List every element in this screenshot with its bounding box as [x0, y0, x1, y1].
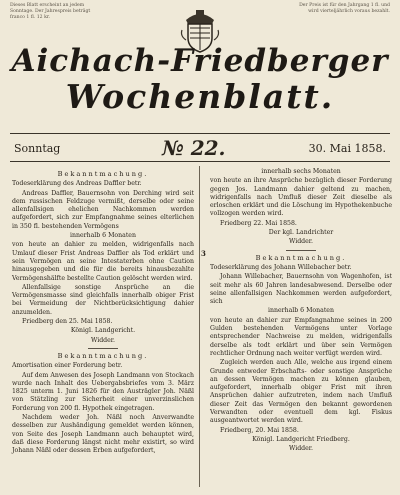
notice-paragraph: Friedberg, 20. Mai 1858.: [220, 426, 299, 434]
issue-date: 30. Mai 1858.: [308, 142, 386, 155]
issue-day: Sonntag: [14, 142, 61, 155]
notice-heading: Bekanntmachung.: [57, 170, 149, 178]
notice-paragraph: Todeserklärung des Johann Willebacher betr.: [210, 263, 352, 271]
header-note-right: Der Preis ist für den Jahrgang 1 fl. und wird vierteljährlich voraus bezahlt.: [299, 3, 390, 14]
notice-signature: Widder.: [90, 336, 116, 344]
section-divider: [88, 348, 118, 349]
column-divider: [199, 166, 200, 487]
notice-paragraph: Todeserklärung des Andreas Daffler betr.: [12, 180, 142, 188]
header-note-left: Dieses Blatt erscheint an jedem Sonntage. Der Jahrespreis beträgt franco 1 fl. 12 kr.: [10, 3, 91, 20]
notice-paragraph: von heute an dahier zur Empfangnahme seines in 200 Gulden bestehenden Vermögens unter Vorlage entsprechender Nachweise zu melden, widrigenfalls derselbe als todt erklärt und über sein Vermögen rechtlicher Ordnung nach weiter verfügt werden wird.: [210, 316, 392, 357]
header-rule-bottom: [10, 161, 390, 162]
notice-paragraph: Johann Willebacher, Bauernsohn von Wagenhofen, ist seit mehr als 60 Jahren landesabwesend. Derselbe oder seine allenfallsigen Nachkommen werden aufgefordert, sich: [210, 273, 392, 306]
masthead-title: Aichach-Friedberger: [11, 43, 389, 79]
masthead-subtitle: Wochenblatt.: [65, 77, 335, 116]
page-mark: 3: [201, 249, 206, 258]
notice-paragraph: innerhalb 6 Monaten: [70, 232, 136, 240]
section-divider: [286, 250, 316, 251]
notice-signature: Königl. Landgericht Friedberg.: [252, 435, 350, 443]
notice-signature: Der kgl. Landrichter: [268, 229, 334, 237]
issue-number: № 22.: [162, 136, 226, 160]
header-rule-top: [10, 133, 390, 134]
notice-paragraph: innerhalb sechs Monaten: [261, 168, 341, 175]
notice-paragraph: innerhalb 6 Monaten: [268, 307, 334, 315]
notice-heading: Bekanntmachung.: [57, 351, 149, 360]
left-column: [12, 168, 194, 457]
notice-paragraph: Nachdem weder Joh. Näßl noch Anverwandte desselben zur Aushändigung gemeldet werden können, von Seite des Joseph Landmann auch behauptet wird, daß diese Forderung längst nicht mehr existirt, so wird Johann Näßl oder dessen Erben aufgefordert,: [12, 414, 194, 455]
notice-paragraph: Auf dem Anwesen des Joseph Landmann von Stockach wurde nach Inhalt des Uebergabsbriefes vom 3. März 1825 unterm 1. Juni 1826 für den Austrägler Joh. Näßl von Stätzling zur Sicherheit einer unverzinslichen Forderung von 200 fl. Hypothek eingetragen.: [12, 371, 194, 412]
notice-paragraph: Zugleich werden auch Alle, welche aus irgend einem Grunde entweder Erbschafts- oder sonstige Ansprüche an dessen Vermögen machen zu können glauben, aufgefordert, innerhalb obiger Frist mit ihren Ansprüchen dahier aufzutreten, indem nach Umfluß dieser Zeit das Vermögen den bekannt gewordenen Verwandten oder eventuell dem kgl. Fiskus ausgeantwortet werden wird.: [210, 359, 392, 425]
notice-paragraph: Amortisation einer Forderung betr.: [12, 362, 123, 370]
notice-signature: Widder.: [288, 238, 314, 246]
notice-heading: Bekanntmachung.: [255, 253, 347, 262]
right-column: [210, 168, 392, 455]
notice-paragraph: Friedberg 22. Mai 1858.: [220, 219, 297, 227]
notice-paragraph: Andreas Daffler, Bauernsohn von Derching wird seit dem russischen Feldzuge vermißt, derselbe oder seine allenfallsigen ehelichen Nachkommen werden aufgefordert, sich zur Empfangnahme seines elterlichen in 350 fl. bestehenden Vermögens: [12, 189, 194, 230]
notice-signature: Königl. Landgericht.: [70, 327, 136, 335]
notice-paragraph: von heute an dahier zu melden, widrigenfalls nach Umlauf dieser Frist Andreas Daffler als Tod erklärt und sein Vermögen an seine Intestaterben ohne Caution hinausgegeben und die für die bereits hinausbezahlte Vermögenshälfte bestellte Caution gelöscht werden wird.: [12, 241, 194, 282]
notice-paragraph: Friedberg den 25. Mai 1858.: [22, 318, 113, 326]
dateline: [10, 136, 390, 158]
notice-paragraph: von heute an ihre Ansprüche bezüglich dieser Forderung gegen Jos. Landmann dahier geltend zu machen, widrigenfalls nach Umfluß dieser Zeit dieselbe als erloschen erklärt und die Löschung im Hypothekenbuche vollzogen werden wird.: [210, 177, 392, 218]
notice-signature: Widder.: [288, 445, 314, 453]
notice-paragraph: Allenfallsige sonstige Ansprüche an die Vermögensmasse sind gleichfalls innerhalb obiger Frist bei Vermeidung der Nichtberücksichtigung dahier anzumelden.: [12, 283, 194, 316]
